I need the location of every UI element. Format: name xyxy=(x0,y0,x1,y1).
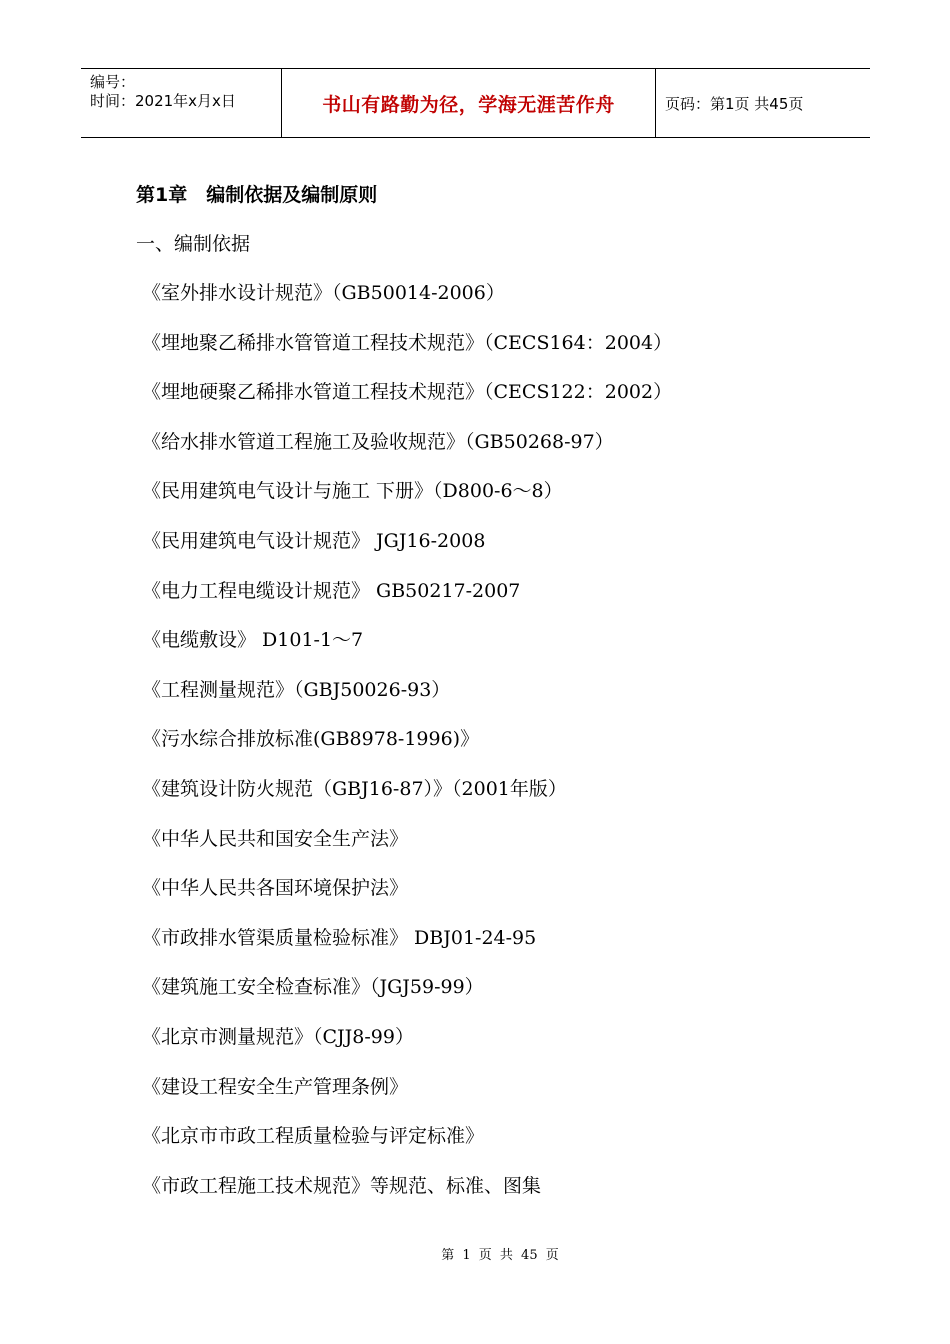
reference-item: 《北京市市政工程质量检验与评定标准》 xyxy=(142,1125,485,1148)
reference-item: 《室外排水设计规范》（GB50014-2006） xyxy=(142,282,505,304)
reference-item: 《污水综合排放标准(GB8978-1996)》 xyxy=(142,728,480,751)
reference-item: 《北京市测量规范》（CJJ8-99） xyxy=(142,1025,414,1048)
reference-item: 《建筑施工安全检查标准》（JGJ59-99） xyxy=(142,976,484,999)
page-footer: 第 1 页 共 45 页 xyxy=(441,1248,559,1263)
reference-item: 《工程测量规范》（GBJ50026-93） xyxy=(142,678,451,701)
header-page-info-cell xyxy=(656,69,870,137)
header-motto: 书山有路勤为径，学海无涯苦作舟 xyxy=(322,93,615,116)
reference-item: 《埋地硬聚乙稀排水管道工程技术规范》（CECS122：2002） xyxy=(142,381,673,404)
reference-item: 《中华人民共和国安全生产法》 xyxy=(142,827,409,850)
header-motto-cell xyxy=(282,69,656,137)
reference-item: 《电力工程电缆设计规范》 GB50217-2007 xyxy=(142,579,521,602)
document-header xyxy=(81,68,870,138)
document-time-label: 时间：2021年x月x日 xyxy=(90,92,236,110)
reference-item: 《建设工程安全生产管理条例》 xyxy=(142,1075,409,1098)
chapter-title: 第1章 编制依据及编制原则 xyxy=(136,184,378,206)
document-body xyxy=(136,172,836,1211)
reference-item: 《市政工程施工技术规范》等规范、标准、图集 xyxy=(142,1174,542,1197)
reference-item: 《民用建筑电气设计规范》 JGJ16-2008 xyxy=(142,529,486,552)
reference-item: 《给水排水管道工程施工及验收规范》（GB50268-97） xyxy=(142,430,614,453)
header-page-info: 页码：第1页 共45页 xyxy=(665,94,804,113)
reference-item: 《埋地聚乙稀排水管管道工程技术规范》（CECS164：2004） xyxy=(142,331,673,354)
reference-item: 《电缆敷设》 D101-1～7 xyxy=(142,629,364,652)
document-number-label: 编号： xyxy=(90,73,136,91)
section-title: 一、编制依据 xyxy=(136,233,251,255)
reference-item: 《中华人民共各国环境保护法》 xyxy=(142,877,409,900)
reference-item: 《建筑设计防火规范（GBJ16-87）》（2001年版） xyxy=(142,777,567,800)
reference-item: 《民用建筑电气设计与施工 下册》（D800-6～8） xyxy=(142,480,563,503)
reference-item: 《市政排水管渠质量检验标准》 DBJ01-24-95 xyxy=(142,926,537,949)
header-meta xyxy=(81,69,282,137)
reference-list xyxy=(136,269,836,1211)
